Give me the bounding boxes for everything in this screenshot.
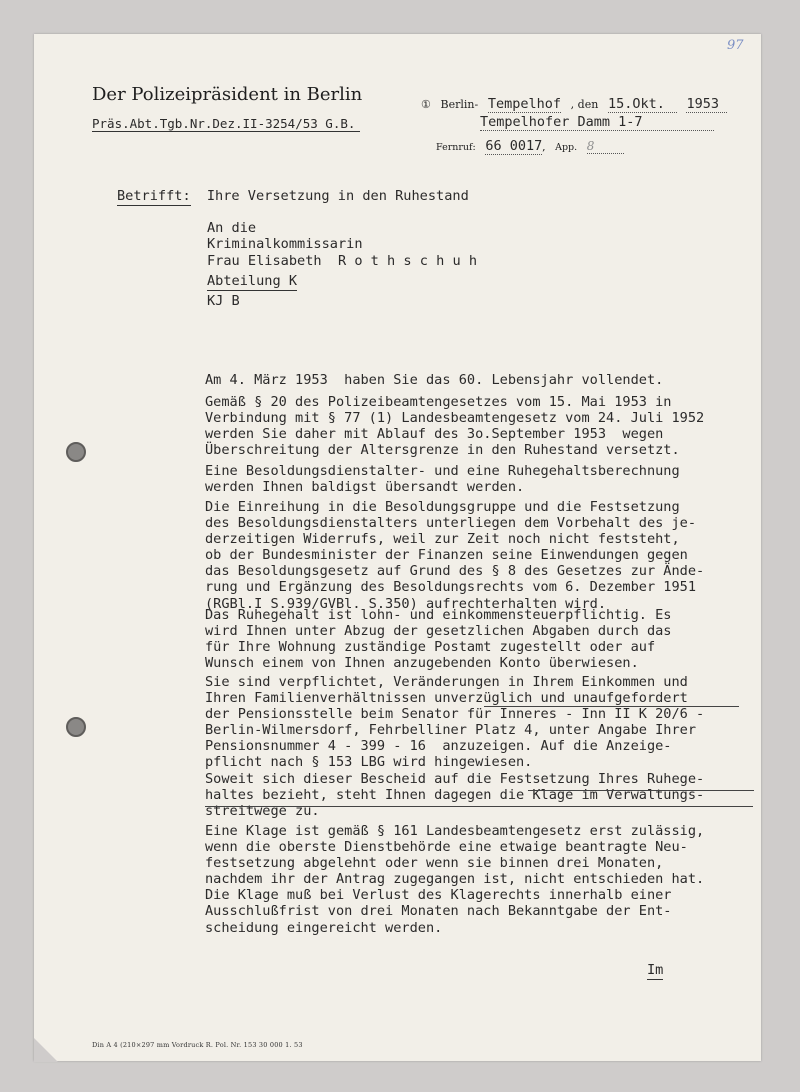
phone-label: Fernruf: <box>436 142 476 153</box>
subject-label: Betrifft: <box>117 188 191 204</box>
body-paragraph-6: Sie sind verpflichtet, Veränderungen in Ihrem Einkommen und Ihren Familienverhältnissen unverzüglich und unaufgefordert der Pensionsstelle beim Senator für Inneres - Inn II K 20/6 - Berlin-Wilmersdorf, Fehrbelliner Platz 4, unter Angabe Ihrer Pensionsnummer 4 - 399 - 16 anzuzeigen. Auf die Anzeige- pflicht nach § 153 LBG wird hingewiesen. <box>205 674 705 771</box>
recipient-department: Abteilung K <box>207 272 298 289</box>
recipient-line: An die <box>207 220 257 236</box>
folded-corner <box>34 1038 58 1062</box>
extension-label: App. <box>555 142 578 153</box>
year-value: 1953 <box>686 96 727 113</box>
punch-hole-bottom <box>66 717 86 737</box>
body-paragraph-3: Eine Besoldungsdienstalter- und eine Ruhegehaltsberechnung werden Ihnen baldigst übersandt werden. <box>205 463 680 496</box>
recipient-block <box>207 220 477 309</box>
body-paragraph-4: Die Einreihung in die Besoldungsgruppe und die Festsetzung des Besoldungsdienstalters unterliegen dem Vorbehalt des je- derzeitigen Widerrufs, weil zur Zeit noch nicht feststeht, ob der Bundesminister der Finanzen seine Einwendungen gegen das Besoldungsgesetz auf Grund des § 8 des Gesetzes zur Ände- rung und Ergänzung des Besoldungsrechts vom 6. Dezember 1951 (RGBl.I S.939/GVBl. S.350) aufrechterhalten wird. <box>205 499 705 612</box>
recipient-line: Kriminalkommissarin <box>207 236 363 253</box>
date-value: 15.Okt. <box>608 96 677 113</box>
form-footer: Din A 4 (210×297 mm Vordruck R. Pol. Nr. 153 30 000 1. 53 <box>92 1041 303 1049</box>
date-prefix: , den <box>570 98 599 111</box>
subject-text: Ihre Versetzung in den Ruhestand <box>206 188 469 204</box>
body-paragraph-7: Soweit sich dieser Bescheid auf die Festsetzung Ihres Ruhege- haltes bezieht, steht Ihnen dagegen die Klage im Verwaltungs- streitwege zu. <box>205 771 705 820</box>
underline-mark <box>528 790 754 791</box>
extension-value: 8 <box>587 139 625 154</box>
authority-name: Der Polizeipräsident in Berlin <box>92 84 363 105</box>
underline-mark <box>484 706 739 707</box>
circle-one-icon: ① <box>421 98 431 111</box>
body-paragraph-8: Eine Klage ist gemäß § 161 Landesbeamtengesetz erst zulässig, wenn die oberste Dienstbehörde eine etwaige beantragte Neu- festsetzung abgelehnt oder wenn sie binnen drei Monaten, nachdem ihr der Antrag zugegangen ist, nicht entschieden hat. Die Klage muß bei Verlust des Klagerechts innerhalb einer Ausschlußfrist von drei Monaten nach Bekanntgabe der Ent- scheidung eingereicht werden. <box>205 823 705 936</box>
place-prefix: Berlin- <box>440 98 479 111</box>
recipient-line: KJ B <box>207 293 240 310</box>
underline-mark <box>205 806 753 807</box>
signature-initials: Im <box>647 962 664 978</box>
page-number: 97 <box>727 38 744 53</box>
body-paragraph-5: Das Ruhegehalt ist lohn- und einkommensteuerpflichtig. Es wird Ihnen unter Abzug der gesetzlichen Abgaben durch das für Ihre Wohnung zuständige Postamt zugestellt oder auf Wunsch einem von Ihnen anzugebenden Konto überwiesen. <box>205 607 672 672</box>
reference-number: Präs.Abt.Tgb.Nr.Dez.II-3254/53 G.B. <box>92 116 360 132</box>
address-line: Tempelhofer Damm 1-7 <box>480 114 714 131</box>
recipient-line: Frau Elisabeth R o t h s c h u h <box>207 252 478 269</box>
body-paragraph-1: Am 4. März 1953 haben Sie das 60. Lebensjahr vollendet. <box>205 372 664 388</box>
phone-value: 66 0017 <box>485 138 543 154</box>
subject-line <box>117 188 469 204</box>
place-date-line <box>421 93 727 112</box>
phone-line: Fernruf: 66 0017, App. 8 <box>436 135 624 154</box>
body-paragraph-2: Gemäß § 20 des Polizeibeamtengesetzes vom 15. Mai 1953 in Verbindung mit § 77 (1) Landesbeamtengesetz vom 24. Juli 1952 werden Sie daher mit Ablauf des 3o.September 1953 wegen Überschreitung der Altersgrenze in den Ruhestand versetzt. <box>205 394 705 459</box>
place-value: Tempelhof <box>487 96 562 112</box>
punch-hole-top <box>66 442 86 462</box>
